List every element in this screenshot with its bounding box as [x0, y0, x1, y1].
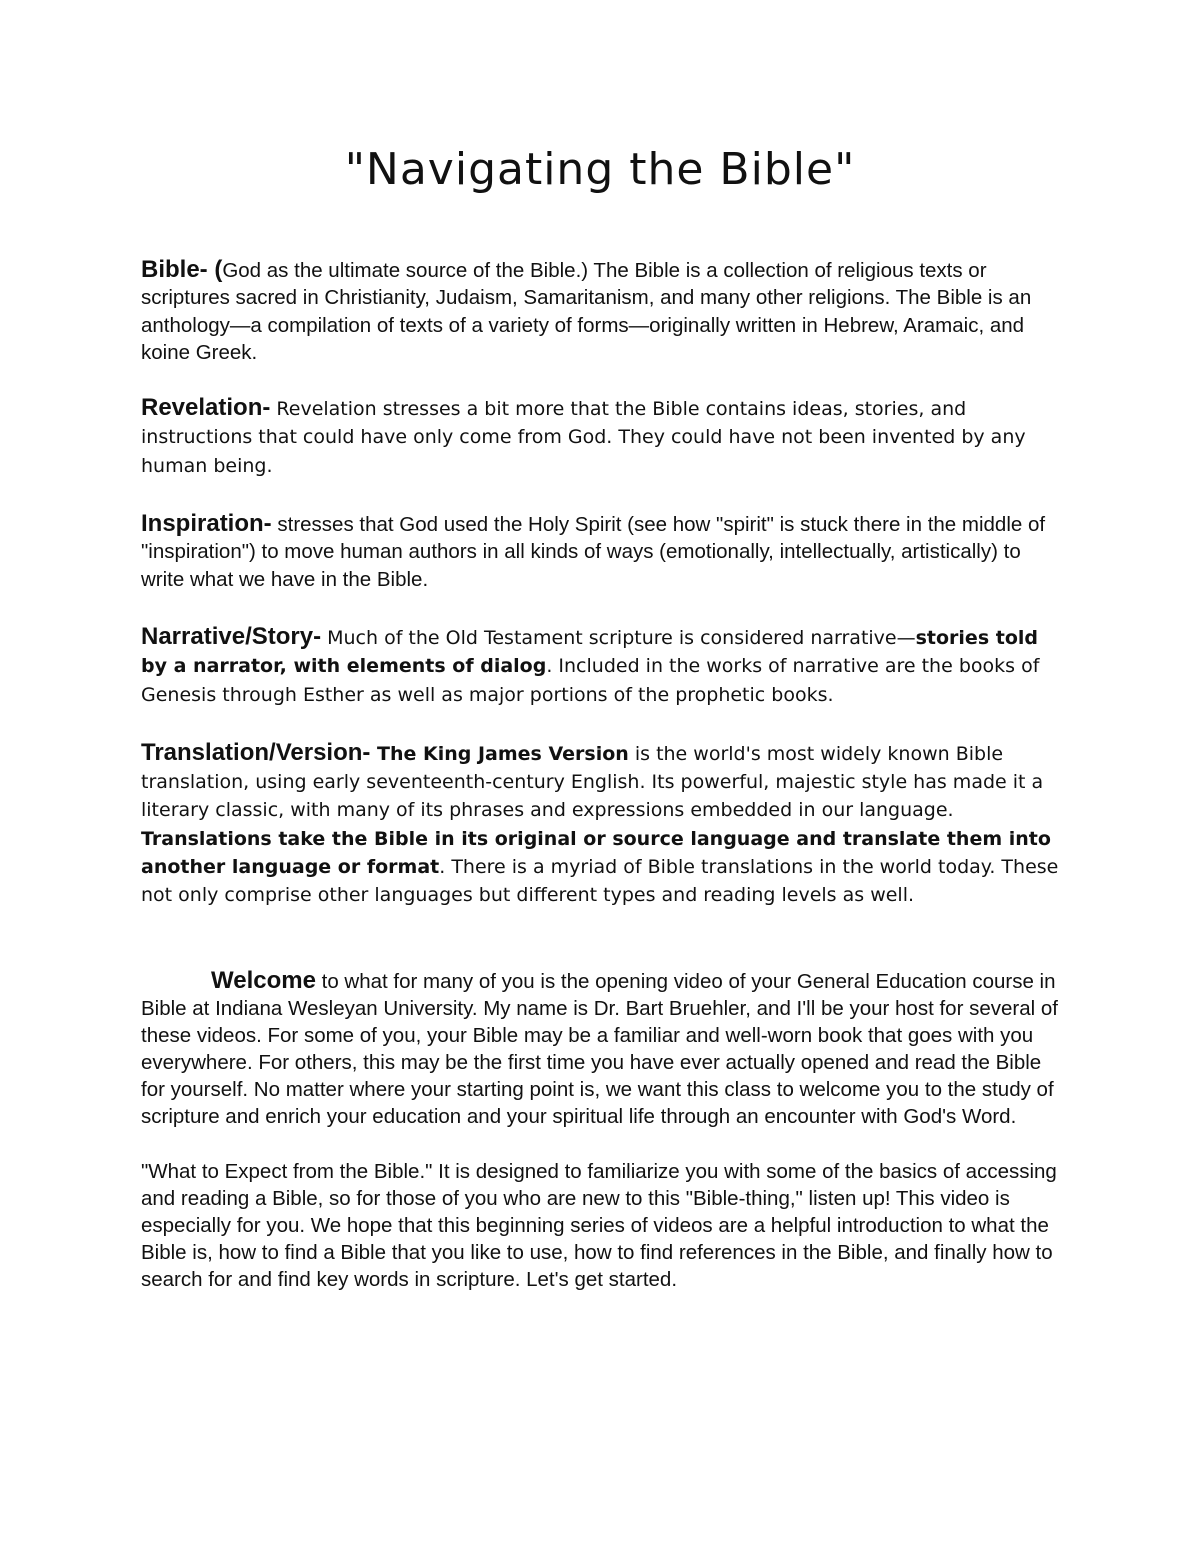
narrative-bold-1: stories told by a narrator, with elements of dialog	[141, 626, 1038, 678]
welcome-text: to what for many of you is the opening video of your General Education course in Bible at Indiana Wesleyan University. My name is Dr. Bart Bruehler, and I'll be your host for several of these videos. For some of you, your Bible may be a familiar and well-worn book that goes with you everywhere. For others, this may be the first time you have ever actually opened and read the Bible for yourself. No matter where your starting point is, we want this class to welcome you to the study of scripture and enrich your education and your spiritual life through an encounter with God's Word.	[141, 969, 1058, 1128]
narrative-text-2: . Included in the works of narrative are the books of Genesis through Esther as well as major portions of the prophetic books.	[141, 655, 1040, 706]
revelation-text: Revelation stresses a bit more that the Bible contains ideas, stories, and instructions that could have only come from God. They could have not been invented by any human being.	[141, 398, 1026, 477]
translation-text-2: . There is a myriad of Bible translations in the world today. These not only comprise other languages but different types and reading levels as well.	[141, 856, 1059, 907]
bible-term: Bible- (	[141, 256, 223, 283]
welcome-word: Welcome	[211, 966, 316, 994]
inspiration-text: stresses that God used the Holy Spirit (see how "spirit" is stuck there in the middle of "inspiration") to move human authors in all kinds of ways (emotionally, intellectually, artistically) to write what we have in the Bible.	[141, 513, 1046, 591]
bible-definition	[141, 256, 1061, 366]
narrative-definition	[141, 623, 1061, 709]
translation-text-1: is the world's most widely known Bible translation, using early seventeenth-century English. Its powerful, majestic style has made it a literary classic, with many of its phrases and expressions embedded in our language.	[141, 742, 1044, 822]
translation-definition	[141, 739, 1061, 910]
translation-term: Translation/Version-	[141, 738, 371, 766]
document-body	[141, 256, 1061, 1293]
translation-bold-1: The King James Version	[370, 742, 629, 765]
narrative-text-1: Much of the Old Testament scripture is considered narrative—	[321, 626, 916, 649]
page-title: "Navigating the Bible"	[344, 144, 856, 195]
inspiration-definition	[141, 510, 1061, 593]
welcome-paragraph	[141, 967, 1061, 1130]
translation-bold-2: Translations take the Bible in its original or source language and translate them into another language or format	[141, 827, 1051, 879]
bible-text: God as the ultimate source of the Bible.) The Bible is a collection of religious texts or scriptures sacred in Christianity, Judaism, Samaritanism, and many other religions. The Bible is an anthology—a compilation of texts of a variety of forms—originally written in Hebrew, Aramaic, and koine Greek.	[141, 259, 1032, 364]
narrative-term: Narrative/Story-	[141, 622, 322, 650]
expect-paragraph: "What to Expect from the Bible." It is designed to familiarize you with some of the basics of accessing and reading a Bible, so for those of you who are new to this "Bible-thing," listen up! This video is especially for you. We hope that this beginning series of videos are a helpful introduction to what the Bible is, how to find a Bible that you like to use, how to find references in the Bible, and finally how to search for and find key words in scripture. Let's get started.	[141, 1159, 1057, 1291]
revelation-definition	[141, 394, 1061, 480]
revelation-term: Revelation-	[141, 394, 271, 422]
inspiration-term: Inspiration-	[141, 510, 272, 538]
